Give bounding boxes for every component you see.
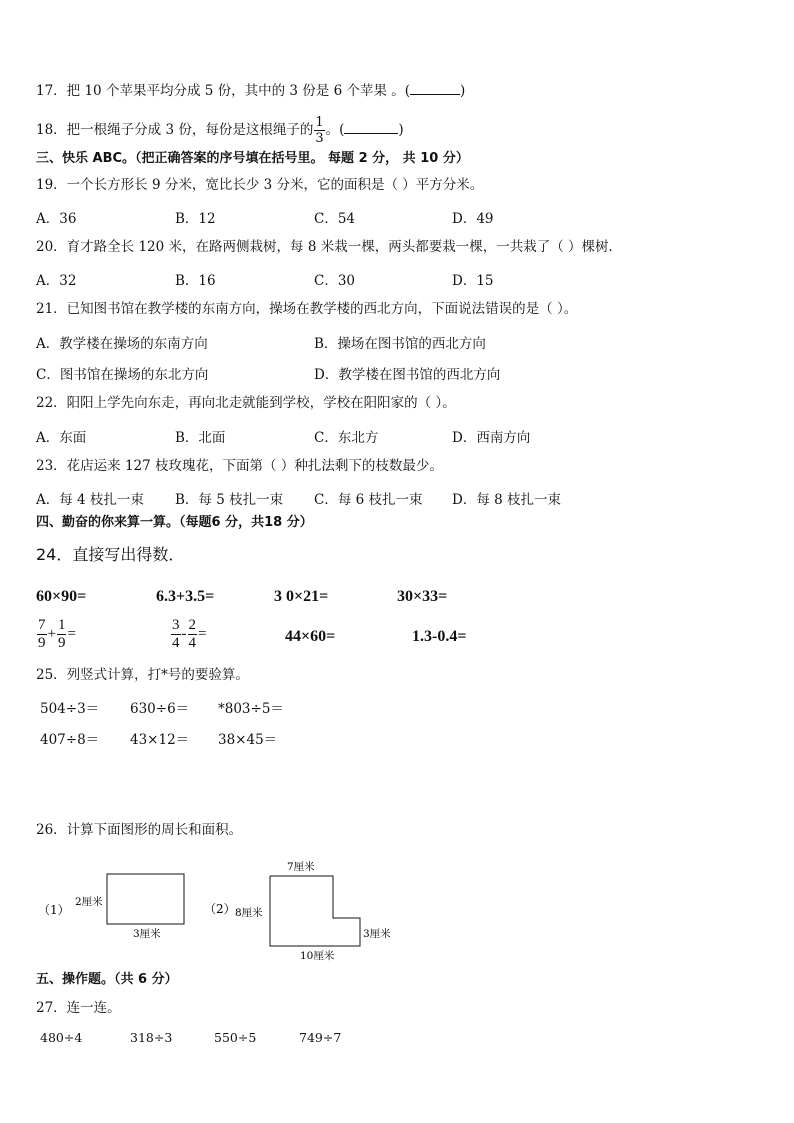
question-19: 19．一个长方形长 9 分米，宽比长少 3 分米，它的面积是（ ）平方分米。 — [36, 177, 484, 193]
vertical-calc-item: 43×12＝ — [130, 732, 190, 748]
question-23: 23．花店运来 127 枝玫瑰花，下面第（ ）种扎法剩下的枝数最少。 — [36, 458, 443, 474]
match-item[interactable]: 749÷7 — [299, 1030, 342, 1045]
q23-option-c[interactable]: C．每 6 枝扎一束 — [314, 492, 423, 508]
question-21: 21．已知图书馆在教学楼的东南方向，操场在教学楼的西北方向，下面说法错误的是（ ）。 — [36, 301, 578, 317]
q22-option-d[interactable]: D．西南方向 — [452, 430, 531, 446]
calc-item: 3 0×21= — [274, 588, 329, 605]
match-item[interactable]: 318÷3 — [130, 1030, 173, 1045]
q22-option-c[interactable]: C．东北方 — [314, 430, 379, 446]
q21-option-b[interactable]: B．操场在图书馆的西北方向 — [314, 336, 486, 352]
figure-2-right-label: 3厘米 — [363, 928, 391, 940]
question-26: 26．计算下面图形的周长和面积。 — [36, 822, 243, 838]
match-item[interactable]: 480÷4 — [40, 1030, 83, 1045]
vertical-calc-item: 38×45＝ — [218, 732, 278, 748]
calc-item: 1.3-0.4= — [412, 628, 467, 645]
fraction-expression-1: $\frac{7}{9}$ + $\frac{1}{9}$ = — [38, 617, 76, 651]
figure-2-left-label: 8厘米 — [235, 907, 263, 919]
match-item[interactable]: 550÷5 — [214, 1030, 257, 1045]
q20-option-d[interactable]: D．15 — [452, 273, 494, 289]
q19-option-b[interactable]: B．12 — [175, 211, 216, 227]
q20-option-b[interactable]: B．16 — [175, 273, 216, 289]
figure-2-l-shape — [270, 876, 360, 946]
q21-option-d[interactable]: D．教学楼在图书馆的西北方向 — [314, 367, 501, 383]
q19-option-a[interactable]: A．36 — [36, 211, 77, 227]
fraction-expression-2: $\frac{3}{4}$ - $\frac{2}{4}$ = — [172, 617, 207, 651]
q22-option-b[interactable]: B．北面 — [175, 430, 226, 446]
q22-option-a[interactable]: A．东面 — [36, 430, 87, 446]
section-5-title: 五、操作题。（共 6 分） — [36, 972, 178, 987]
question-20: 20．育才路全长 120 米，在路两侧栽树，每 8 米栽一棵，两头都要栽一棵，一共栽了（ ）棵树． — [36, 239, 622, 255]
section-4-title: 四、勤奋的你来算一算。（每题6 分，共18 分） — [36, 515, 313, 530]
vertical-calc-item: 630÷6＝ — [130, 701, 190, 717]
q20-option-a[interactable]: A．32 — [36, 273, 77, 289]
figure-2-top-label: 7厘米 — [287, 861, 315, 873]
fraction: $\frac{1}{3}$ — [315, 115, 324, 146]
calc-item: 60×90= — [36, 588, 87, 605]
figure-2-label: （2） — [204, 902, 236, 916]
figure-1-bottom-label: 3厘米 — [133, 928, 161, 940]
vertical-calc-item: *803÷5＝ — [218, 701, 284, 717]
q18-after: 。( — [325, 122, 345, 138]
calc-item: 44×60= — [285, 628, 336, 645]
q17-text: 17．把 10 个苹果平均分成 5 份，其中的 3 份是 6 个苹果 。( — [36, 83, 411, 99]
q23-option-b[interactable]: B．每 5 枝扎一束 — [175, 492, 284, 508]
section-3-title: 三、快乐 ABC。（把正确答案的序号填在括号里。 每题 2 分， 共 10 分） — [36, 151, 469, 166]
q19-option-c[interactable]: C．54 — [314, 211, 356, 227]
q19-option-d[interactable]: D．49 — [452, 211, 494, 227]
q17-close: ) — [460, 83, 466, 99]
calc-item: 6.3+3.5= — [156, 588, 215, 605]
vertical-calc-item: 504÷3＝ — [40, 701, 100, 717]
q18-text: 18．把一根绳子分成 3 份，每份是这根绳子的 — [36, 122, 314, 138]
q21-option-c[interactable]: C．图书馆在操场的东北方向 — [36, 367, 209, 383]
vertical-calc-item: 407÷8＝ — [40, 732, 100, 748]
figure-2-bottom-label: 10厘米 — [300, 950, 335, 962]
question-24: 24．直接写出得数． — [36, 545, 185, 564]
figure-1-label: （1） — [38, 903, 70, 917]
question-22: 22．阳阳上学先向东走，再向北走就能到学校，学校在阳阳家的（ ）。 — [36, 395, 456, 411]
q23-option-d[interactable]: D．每 8 枝扎一束 — [452, 492, 561, 508]
question-25: 25．列竖式计算，打*号的要验算。 — [36, 667, 249, 683]
q21-option-a[interactable]: A．教学楼在操场的东南方向 — [36, 336, 208, 352]
figure-1-rectangle — [107, 874, 184, 924]
calc-item: 30×33= — [397, 588, 448, 605]
q18-close: ) — [398, 122, 404, 138]
q23-option-a[interactable]: A．每 4 枝扎一束 — [36, 492, 144, 508]
question-27: 27．连一连。 — [36, 1000, 121, 1016]
figure-1-side-label: 2厘米 — [75, 896, 103, 908]
q20-option-c[interactable]: C．30 — [314, 273, 356, 289]
